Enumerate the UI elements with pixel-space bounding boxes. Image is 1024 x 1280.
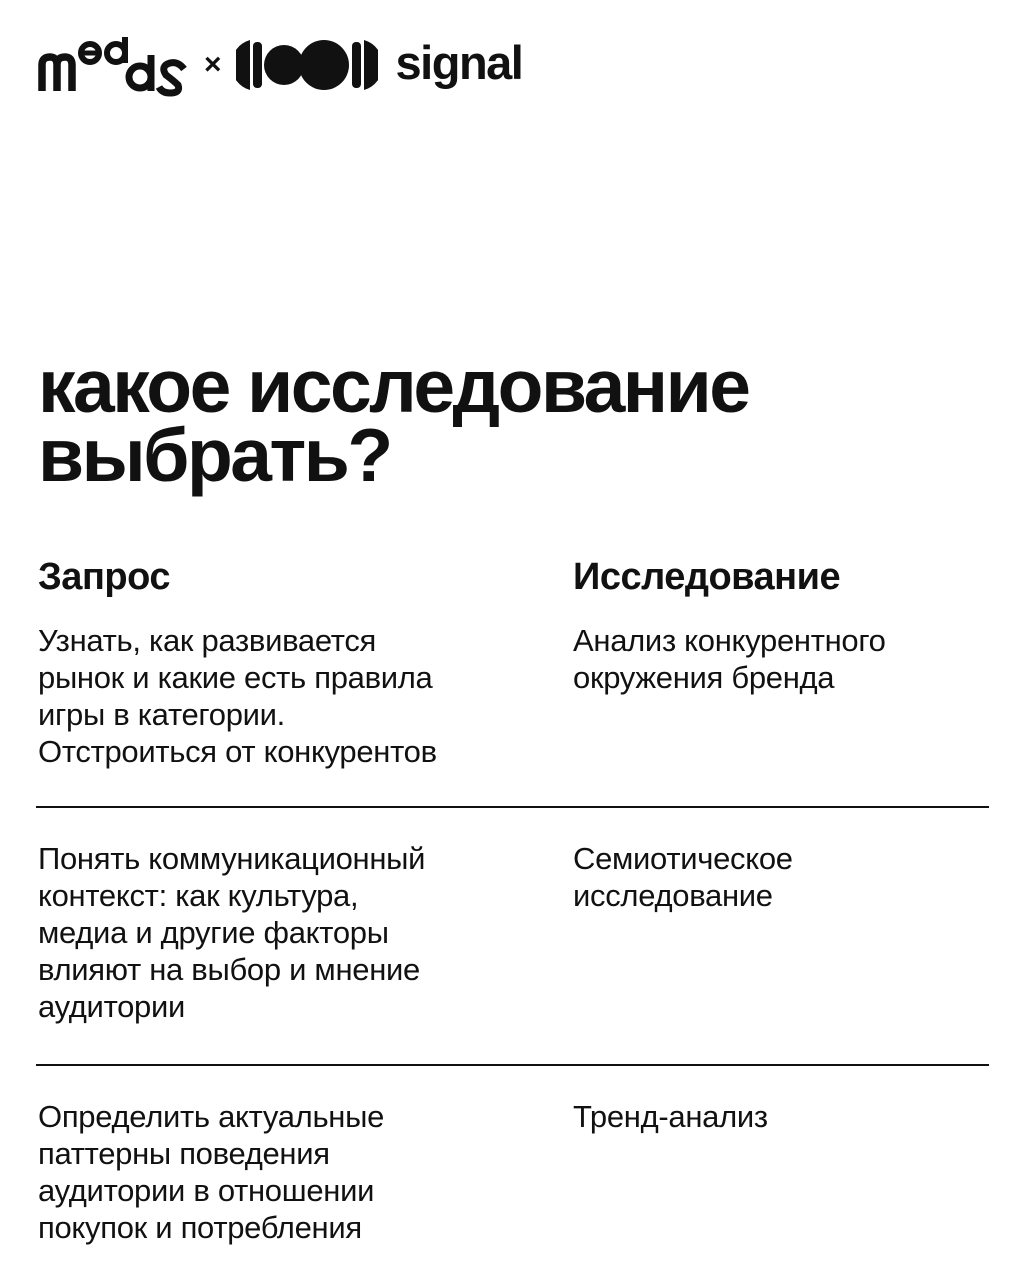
row-2-request-line: Понять коммуникационный [38, 841, 426, 876]
row-2-request [38, 840, 538, 1025]
column-header-request: Запрос [38, 556, 170, 598]
brand-header [38, 30, 522, 100]
row-2-research [573, 840, 993, 914]
row-divider [36, 1064, 989, 1066]
row-2-request-line: аудитории [38, 989, 186, 1024]
row-1-request-line: игры в категории. [38, 697, 285, 732]
row-3-request [38, 1098, 538, 1246]
row-3-request-line: аудитории в отношении [38, 1173, 375, 1208]
title-line-2: выбрать? [38, 413, 391, 497]
row-2-request-line: медиа и другие факторы [38, 915, 389, 950]
row-1-request-line: рынок и какие есть правила [38, 660, 433, 695]
row-2-research-line: исследование [573, 878, 773, 913]
row-2-request-line: влияют на выбор и мнение [38, 952, 420, 987]
row-1-research-line: окружения бренда [573, 660, 835, 695]
page-title [38, 344, 998, 497]
row-3-research-line: Тренд-анализ [573, 1099, 768, 1134]
row-1-research [573, 622, 993, 696]
row-3-request-line: покупок и потребления [38, 1210, 362, 1245]
row-3-research [573, 1098, 993, 1135]
row-2-research-line: Семиотическое [573, 841, 793, 876]
row-1-request-line: Узнать, как развивается [38, 623, 377, 658]
row-3-request-line: Определить актуальные [38, 1099, 385, 1134]
row-1-research-line: Анализ конкурентного [573, 623, 886, 658]
meds-logo-icon [38, 33, 190, 97]
row-1-request [38, 622, 538, 770]
row-3-request-line: паттерны поведения [38, 1136, 330, 1171]
logo-separator: × [204, 48, 222, 81]
signal-dots-icon [236, 37, 378, 93]
row-2-request-line: контекст: как культура, [38, 878, 359, 913]
row-1-request-line: Отстроиться от конкурентов [38, 734, 437, 769]
column-header-research: Исследование [573, 556, 841, 598]
row-divider [36, 806, 989, 808]
signal-wordmark: signal [395, 35, 523, 89]
title-line-1: какое исследование [38, 344, 749, 428]
